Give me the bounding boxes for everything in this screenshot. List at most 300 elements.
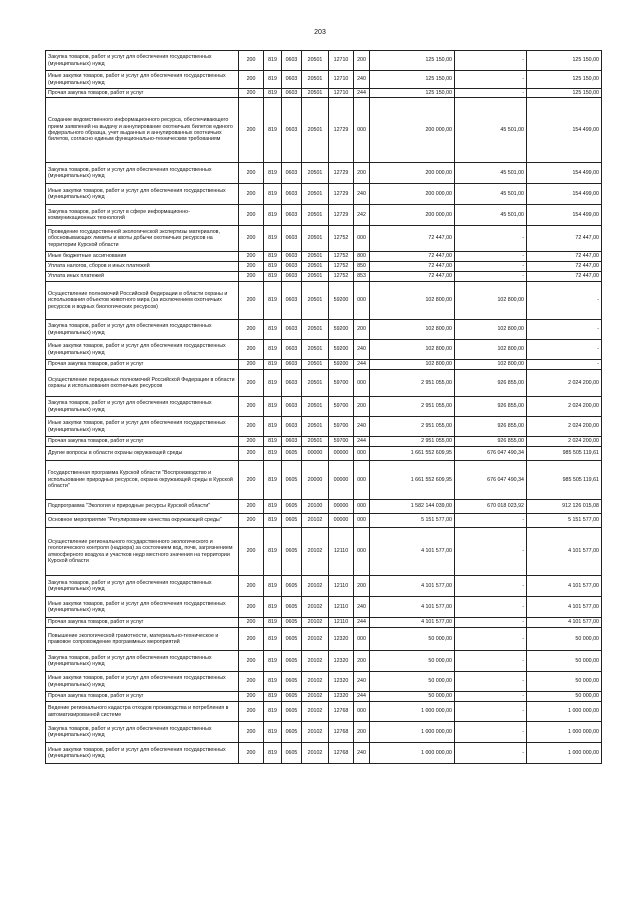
row-amount-remaining: 4 101 577,00 bbox=[527, 618, 602, 628]
row-grbs: 200 bbox=[239, 51, 264, 71]
row-amount-executed: - bbox=[455, 628, 527, 651]
row-amount-approved: 1 582 144 039,00 bbox=[370, 500, 455, 514]
row-grbs: 200 bbox=[239, 628, 264, 651]
row-ved: 819 bbox=[264, 672, 282, 692]
table-row bbox=[46, 282, 602, 320]
row-section: 0605 bbox=[282, 722, 302, 743]
table-row bbox=[46, 370, 602, 397]
row-amount-approved: 200 000,00 bbox=[370, 184, 455, 205]
row-direction: 59700 bbox=[329, 437, 354, 447]
table-row bbox=[46, 252, 602, 262]
row-amount-approved: 125 150,00 bbox=[370, 71, 455, 89]
row-program: 20501 bbox=[302, 226, 329, 252]
row-amount-remaining: 50 000,00 bbox=[527, 692, 602, 702]
row-grbs: 200 bbox=[239, 282, 264, 320]
row-name: Осуществление полномочий Российской Федерации в области охраны и использования объектов животного мира (за исключением охотничьих ресурсов и водных биологических ресурсов) bbox=[46, 282, 239, 320]
row-program: 20501 bbox=[302, 397, 329, 417]
row-name: Закупка товаров, работ и услуг для обеспечения государственных (муниципальных) нужд bbox=[46, 576, 239, 597]
table-row bbox=[46, 722, 602, 743]
row-amount-approved: 2 951 055,00 bbox=[370, 370, 455, 397]
table-row bbox=[46, 437, 602, 447]
row-section: 0603 bbox=[282, 437, 302, 447]
row-section: 0605 bbox=[282, 461, 302, 500]
row-amount-approved: 200 000,00 bbox=[370, 205, 455, 226]
row-amount-approved: 1 000 000,00 bbox=[370, 722, 455, 743]
row-ved: 819 bbox=[264, 252, 282, 262]
table-row bbox=[46, 702, 602, 722]
row-program: 20501 bbox=[302, 252, 329, 262]
row-program: 20501 bbox=[302, 360, 329, 370]
row-amount-approved: 50 000,00 bbox=[370, 692, 455, 702]
row-expense-type: 240 bbox=[354, 597, 370, 618]
table-row bbox=[46, 226, 602, 252]
row-amount-approved: 1 000 000,00 bbox=[370, 743, 455, 764]
row-section: 0603 bbox=[282, 226, 302, 252]
row-amount-approved: 50 000,00 bbox=[370, 651, 455, 672]
row-section: 0603 bbox=[282, 51, 302, 71]
row-amount-approved: 50 000,00 bbox=[370, 628, 455, 651]
row-section: 0605 bbox=[282, 672, 302, 692]
row-amount-executed: - bbox=[455, 597, 527, 618]
row-expense-type: 000 bbox=[354, 282, 370, 320]
row-section: 0603 bbox=[282, 89, 302, 98]
row-name: Иные закупки товаров, работ и услуг для обеспечения государственных (муниципальных) нужд bbox=[46, 340, 239, 360]
row-grbs: 200 bbox=[239, 397, 264, 417]
row-name: Уплата налогов, сборов и иных платежей bbox=[46, 262, 239, 272]
row-amount-executed: 676 047 490,34 bbox=[455, 461, 527, 500]
row-amount-approved: 4 101 577,00 bbox=[370, 597, 455, 618]
row-grbs: 200 bbox=[239, 272, 264, 282]
row-amount-executed: 102 800,00 bbox=[455, 320, 527, 340]
row-section: 0605 bbox=[282, 514, 302, 528]
row-name: Подпрограмма "Экология и природные ресурсы Курской области" bbox=[46, 500, 239, 514]
row-amount-executed: - bbox=[455, 576, 527, 597]
row-direction: 12768 bbox=[329, 722, 354, 743]
row-program: 20501 bbox=[302, 320, 329, 340]
row-amount-approved: 50 000,00 bbox=[370, 672, 455, 692]
row-name: Иные закупки товаров, работ и услуг для обеспечения государственных (муниципальных) нужд bbox=[46, 417, 239, 437]
row-ved: 819 bbox=[264, 320, 282, 340]
row-amount-remaining: 72 447,00 bbox=[527, 272, 602, 282]
row-section: 0605 bbox=[282, 528, 302, 576]
row-amount-remaining: 154 499,00 bbox=[527, 98, 602, 163]
row-name: Другие вопросы в области охраны окружающей среды bbox=[46, 447, 239, 461]
row-amount-approved: 200 000,00 bbox=[370, 98, 455, 163]
row-ved: 819 bbox=[264, 226, 282, 252]
row-section: 0603 bbox=[282, 98, 302, 163]
row-grbs: 200 bbox=[239, 528, 264, 576]
row-amount-remaining: 985 505 119,61 bbox=[527, 447, 602, 461]
row-amount-approved: 4 101 577,00 bbox=[370, 576, 455, 597]
row-expense-type: 200 bbox=[354, 163, 370, 184]
table-row bbox=[46, 576, 602, 597]
row-ved: 819 bbox=[264, 722, 282, 743]
row-section: 0605 bbox=[282, 500, 302, 514]
row-amount-approved: 125 150,00 bbox=[370, 89, 455, 98]
row-section: 0603 bbox=[282, 252, 302, 262]
row-expense-type: 000 bbox=[354, 370, 370, 397]
row-amount-remaining: 125 150,00 bbox=[527, 89, 602, 98]
row-amount-approved: 1 000 000,00 bbox=[370, 702, 455, 722]
row-section: 0603 bbox=[282, 397, 302, 417]
table-row bbox=[46, 205, 602, 226]
row-amount-executed: 45 501,00 bbox=[455, 98, 527, 163]
row-grbs: 200 bbox=[239, 320, 264, 340]
row-ved: 819 bbox=[264, 163, 282, 184]
row-amount-approved: 4 101 577,00 bbox=[370, 528, 455, 576]
row-grbs: 200 bbox=[239, 743, 264, 764]
row-program: 20501 bbox=[302, 51, 329, 71]
row-amount-executed: 670 018 023,92 bbox=[455, 500, 527, 514]
row-name: Осуществление регионального государственного экологического и геологического контроля (надзора) за состоянием вод, почв, загрязнением атмосферного воздуха и участков недр местного значения на территории Курской области bbox=[46, 528, 239, 576]
row-direction: 12768 bbox=[329, 743, 354, 764]
row-section: 0603 bbox=[282, 360, 302, 370]
row-amount-executed: - bbox=[455, 618, 527, 628]
row-ved: 819 bbox=[264, 184, 282, 205]
row-amount-remaining: 1 000 000,00 bbox=[527, 743, 602, 764]
row-expense-type: 244 bbox=[354, 692, 370, 702]
table-row bbox=[46, 262, 602, 272]
row-amount-remaining: 50 000,00 bbox=[527, 672, 602, 692]
row-amount-executed: 926 855,00 bbox=[455, 417, 527, 437]
row-section: 0605 bbox=[282, 576, 302, 597]
row-amount-remaining: 125 150,00 bbox=[527, 51, 602, 71]
row-name: Иные закупки товаров, работ и услуг для обеспечения государственных (муниципальных) нужд bbox=[46, 743, 239, 764]
row-ved: 819 bbox=[264, 51, 282, 71]
row-direction: 12729 bbox=[329, 205, 354, 226]
row-ved: 819 bbox=[264, 205, 282, 226]
row-ved: 819 bbox=[264, 461, 282, 500]
row-grbs: 200 bbox=[239, 651, 264, 672]
row-section: 0605 bbox=[282, 743, 302, 764]
row-grbs: 200 bbox=[239, 226, 264, 252]
row-direction: 12710 bbox=[329, 71, 354, 89]
row-expense-type: 244 bbox=[354, 360, 370, 370]
row-name: Иные закупки товаров, работ и услуг для обеспечения государственных (муниципальных) нужд bbox=[46, 672, 239, 692]
row-name: Закупка товаров, работ и услуг для обеспечения государственных (муниципальных) нужд bbox=[46, 651, 239, 672]
row-program: 20102 bbox=[302, 702, 329, 722]
row-direction: 12752 bbox=[329, 272, 354, 282]
row-name: Уплата иных платежей bbox=[46, 272, 239, 282]
row-amount-remaining: 154 499,00 bbox=[527, 205, 602, 226]
row-expense-type: 000 bbox=[354, 461, 370, 500]
row-grbs: 200 bbox=[239, 417, 264, 437]
row-program: 20501 bbox=[302, 98, 329, 163]
row-direction: 12710 bbox=[329, 89, 354, 98]
row-amount-executed: 102 800,00 bbox=[455, 340, 527, 360]
row-section: 0605 bbox=[282, 597, 302, 618]
table-row bbox=[46, 651, 602, 672]
row-name: Иные закупки товаров, работ и услуг для обеспечения государственных (муниципальных) нужд bbox=[46, 71, 239, 89]
row-expense-type: 000 bbox=[354, 447, 370, 461]
table-row bbox=[46, 500, 602, 514]
row-expense-type: 200 bbox=[354, 320, 370, 340]
row-expense-type: 200 bbox=[354, 576, 370, 597]
row-direction: 59700 bbox=[329, 370, 354, 397]
table-row bbox=[46, 340, 602, 360]
table-row bbox=[46, 98, 602, 163]
row-name: Создание ведомственного информационного ресурса, обеспечивающего прием заявлений на выдачу и аннулирование охотничьих билетов единого федерального образца, учет выданных и аннулированных охотничьих билетов, согласно единым функционально-техническим требованиям bbox=[46, 98, 239, 163]
row-section: 0603 bbox=[282, 71, 302, 89]
row-name: Государственная программа Курской области "Воспроизводство и использование природных ресурсов, охрана окружающей среды в Курской области" bbox=[46, 461, 239, 500]
row-amount-remaining: 4 101 577,00 bbox=[527, 576, 602, 597]
row-ved: 819 bbox=[264, 500, 282, 514]
table-row bbox=[46, 628, 602, 651]
row-expense-type: 240 bbox=[354, 672, 370, 692]
row-ved: 819 bbox=[264, 98, 282, 163]
row-ved: 819 bbox=[264, 282, 282, 320]
row-name: Проведение государственной экологической экспертизы материалов, обосновывающих лимиты и квоты добычи охотничьих ресурсов на территории Курской области bbox=[46, 226, 239, 252]
row-amount-remaining: - bbox=[527, 320, 602, 340]
row-amount-remaining: 1 000 000,00 bbox=[527, 722, 602, 743]
row-grbs: 200 bbox=[239, 514, 264, 528]
row-amount-executed: - bbox=[455, 528, 527, 576]
row-grbs: 200 bbox=[239, 184, 264, 205]
row-program: 20102 bbox=[302, 651, 329, 672]
row-amount-approved: 125 150,00 bbox=[370, 51, 455, 71]
row-program: 20102 bbox=[302, 514, 329, 528]
row-name: Закупка товаров, работ и услуг в сфере информационно-коммуникационных технологий bbox=[46, 205, 239, 226]
table-row bbox=[46, 672, 602, 692]
row-program: 20501 bbox=[302, 163, 329, 184]
row-direction: 59200 bbox=[329, 360, 354, 370]
row-amount-executed: - bbox=[455, 722, 527, 743]
row-program: 20102 bbox=[302, 576, 329, 597]
row-direction: 12110 bbox=[329, 576, 354, 597]
row-ved: 819 bbox=[264, 597, 282, 618]
row-expense-type: 000 bbox=[354, 500, 370, 514]
row-direction: 12110 bbox=[329, 618, 354, 628]
row-ved: 819 bbox=[264, 417, 282, 437]
row-name: Закупка товаров, работ и услуг для обеспечения государственных (муниципальных) нужд bbox=[46, 51, 239, 71]
table-row bbox=[46, 272, 602, 282]
row-expense-type: 244 bbox=[354, 618, 370, 628]
row-amount-remaining: 154 499,00 bbox=[527, 184, 602, 205]
row-amount-executed: 102 800,00 bbox=[455, 282, 527, 320]
row-direction: 12320 bbox=[329, 672, 354, 692]
row-grbs: 200 bbox=[239, 437, 264, 447]
row-program: 20102 bbox=[302, 618, 329, 628]
table-row bbox=[46, 692, 602, 702]
row-section: 0603 bbox=[282, 320, 302, 340]
row-amount-approved: 102 800,00 bbox=[370, 360, 455, 370]
row-expense-type: 800 bbox=[354, 252, 370, 262]
row-direction: 12110 bbox=[329, 597, 354, 618]
row-expense-type: 200 bbox=[354, 651, 370, 672]
row-amount-approved: 72 447,00 bbox=[370, 252, 455, 262]
row-amount-executed: - bbox=[455, 743, 527, 764]
row-program: 20501 bbox=[302, 370, 329, 397]
row-amount-executed: 676 047 490,34 bbox=[455, 447, 527, 461]
row-amount-remaining: 154 499,00 bbox=[527, 163, 602, 184]
row-direction: 00000 bbox=[329, 447, 354, 461]
row-amount-remaining: 72 447,00 bbox=[527, 226, 602, 252]
row-program: 20102 bbox=[302, 597, 329, 618]
row-amount-remaining: 4 101 577,00 bbox=[527, 597, 602, 618]
row-ved: 819 bbox=[264, 370, 282, 397]
row-amount-approved: 102 800,00 bbox=[370, 340, 455, 360]
row-section: 0605 bbox=[282, 628, 302, 651]
row-grbs: 200 bbox=[239, 597, 264, 618]
row-name: Закупка товаров, работ и услуг для обеспечения государственных (муниципальных) нужд bbox=[46, 320, 239, 340]
row-name: Закупка товаров, работ и услуг для обеспечения государственных (муниципальных) нужд bbox=[46, 722, 239, 743]
row-section: 0605 bbox=[282, 651, 302, 672]
row-direction: 12768 bbox=[329, 702, 354, 722]
row-grbs: 200 bbox=[239, 98, 264, 163]
row-name: Закупка товаров, работ и услуг для обеспечения государственных (муниципальных) нужд bbox=[46, 397, 239, 417]
row-amount-remaining: 2 024 200,00 bbox=[527, 437, 602, 447]
row-expense-type: 200 bbox=[354, 397, 370, 417]
row-amount-approved: 72 447,00 bbox=[370, 226, 455, 252]
table-row bbox=[46, 743, 602, 764]
row-amount-executed: 45 501,00 bbox=[455, 163, 527, 184]
row-ved: 819 bbox=[264, 743, 282, 764]
row-program: 20102 bbox=[302, 743, 329, 764]
row-direction: 12752 bbox=[329, 262, 354, 272]
row-name: Ведение регионального кадастра отходов производства и потребления в автоматизированной системе bbox=[46, 702, 239, 722]
row-section: 0605 bbox=[282, 447, 302, 461]
row-grbs: 200 bbox=[239, 340, 264, 360]
row-expense-type: 244 bbox=[354, 437, 370, 447]
row-program: 20501 bbox=[302, 437, 329, 447]
row-name: Повышение экологической грамотности, материально-техническое и правовое сопровождение программных мероприятий bbox=[46, 628, 239, 651]
row-grbs: 200 bbox=[239, 163, 264, 184]
row-amount-remaining: 912 126 015,08 bbox=[527, 500, 602, 514]
row-grbs: 200 bbox=[239, 576, 264, 597]
row-expense-type: 000 bbox=[354, 226, 370, 252]
row-section: 0603 bbox=[282, 163, 302, 184]
row-name: Прочая закупка товаров, работ и услуг bbox=[46, 692, 239, 702]
row-amount-approved: 102 800,00 bbox=[370, 320, 455, 340]
row-section: 0605 bbox=[282, 692, 302, 702]
row-grbs: 200 bbox=[239, 702, 264, 722]
row-name: Прочая закупка товаров, работ и услуг bbox=[46, 89, 239, 98]
row-name: Основное мероприятие "Регулирование качества окружающей среды" bbox=[46, 514, 239, 528]
row-name: Закупка товаров, работ и услуг для обеспечения государственных (муниципальных) нужд bbox=[46, 163, 239, 184]
row-expense-type: 244 bbox=[354, 89, 370, 98]
row-ved: 819 bbox=[264, 272, 282, 282]
row-amount-approved: 5 151 577,00 bbox=[370, 514, 455, 528]
row-amount-remaining: 1 000 000,00 bbox=[527, 702, 602, 722]
row-amount-executed: - bbox=[455, 672, 527, 692]
row-program: 20102 bbox=[302, 692, 329, 702]
row-grbs: 200 bbox=[239, 672, 264, 692]
row-direction: 12110 bbox=[329, 528, 354, 576]
row-ved: 819 bbox=[264, 692, 282, 702]
row-program: 20501 bbox=[302, 71, 329, 89]
row-name: Иные бюджетные ассигнования bbox=[46, 252, 239, 262]
row-amount-approved: 4 101 577,00 bbox=[370, 618, 455, 628]
row-amount-executed: 102 800,00 bbox=[455, 360, 527, 370]
page-number: 203 bbox=[314, 29, 326, 36]
row-amount-executed: - bbox=[455, 514, 527, 528]
row-direction: 00000 bbox=[329, 500, 354, 514]
row-direction: 12320 bbox=[329, 692, 354, 702]
row-program: 20501 bbox=[302, 184, 329, 205]
row-amount-approved: 1 661 552 609,95 bbox=[370, 447, 455, 461]
row-amount-remaining: 985 505 119,61 bbox=[527, 461, 602, 500]
row-grbs: 200 bbox=[239, 618, 264, 628]
row-amount-executed: - bbox=[455, 702, 527, 722]
row-amount-remaining: 2 024 200,00 bbox=[527, 370, 602, 397]
row-program: 20102 bbox=[302, 628, 329, 651]
row-ved: 819 bbox=[264, 514, 282, 528]
row-amount-remaining: 72 447,00 bbox=[527, 262, 602, 272]
row-ved: 819 bbox=[264, 528, 282, 576]
row-direction: 59200 bbox=[329, 340, 354, 360]
row-direction: 12729 bbox=[329, 184, 354, 205]
row-expense-type: 240 bbox=[354, 417, 370, 437]
row-expense-type: 240 bbox=[354, 71, 370, 89]
table-row bbox=[46, 184, 602, 205]
row-amount-approved: 72 447,00 bbox=[370, 272, 455, 282]
table-row bbox=[46, 397, 602, 417]
row-grbs: 200 bbox=[239, 71, 264, 89]
row-grbs: 200 bbox=[239, 262, 264, 272]
table-row bbox=[46, 417, 602, 437]
row-program: 20102 bbox=[302, 672, 329, 692]
row-amount-remaining: 2 024 200,00 bbox=[527, 397, 602, 417]
row-section: 0605 bbox=[282, 618, 302, 628]
row-section: 0603 bbox=[282, 370, 302, 397]
row-section: 0603 bbox=[282, 184, 302, 205]
row-expense-type: 242 bbox=[354, 205, 370, 226]
row-program: 20501 bbox=[302, 205, 329, 226]
row-program: 20501 bbox=[302, 282, 329, 320]
row-amount-approved: 2 951 055,00 bbox=[370, 397, 455, 417]
row-name: Прочая закупка товаров, работ и услуг bbox=[46, 360, 239, 370]
table-row bbox=[46, 89, 602, 98]
row-program: 20501 bbox=[302, 262, 329, 272]
row-expense-type: 000 bbox=[354, 514, 370, 528]
row-amount-approved: 200 000,00 bbox=[370, 163, 455, 184]
row-grbs: 200 bbox=[239, 89, 264, 98]
row-program: 20100 bbox=[302, 500, 329, 514]
row-amount-approved: 72 447,00 bbox=[370, 262, 455, 272]
row-expense-type: 000 bbox=[354, 528, 370, 576]
row-amount-remaining: 5 151 577,00 bbox=[527, 514, 602, 528]
row-amount-executed: - bbox=[455, 89, 527, 98]
row-amount-executed: 926 855,00 bbox=[455, 397, 527, 417]
table-row bbox=[46, 461, 602, 500]
row-expense-type: 240 bbox=[354, 184, 370, 205]
row-amount-remaining: 72 447,00 bbox=[527, 252, 602, 262]
budget-table bbox=[45, 50, 602, 764]
row-ved: 819 bbox=[264, 397, 282, 417]
row-expense-type: 240 bbox=[354, 743, 370, 764]
table-row bbox=[46, 320, 602, 340]
row-program: 00000 bbox=[302, 447, 329, 461]
row-ved: 819 bbox=[264, 702, 282, 722]
row-amount-remaining: - bbox=[527, 282, 602, 320]
row-expense-type: 200 bbox=[354, 51, 370, 71]
table-row bbox=[46, 163, 602, 184]
row-amount-executed: - bbox=[455, 71, 527, 89]
row-amount-approved: 102 800,00 bbox=[370, 282, 455, 320]
row-amount-remaining: 125 150,00 bbox=[527, 71, 602, 89]
row-ved: 819 bbox=[264, 262, 282, 272]
table-body bbox=[46, 51, 602, 764]
row-ved: 819 bbox=[264, 447, 282, 461]
row-ved: 819 bbox=[264, 340, 282, 360]
row-program: 20501 bbox=[302, 417, 329, 437]
row-grbs: 200 bbox=[239, 370, 264, 397]
row-name: Прочая закупка товаров, работ и услуг bbox=[46, 437, 239, 447]
table-row bbox=[46, 597, 602, 618]
table-row bbox=[46, 71, 602, 89]
row-amount-executed: - bbox=[455, 226, 527, 252]
row-expense-type: 240 bbox=[354, 340, 370, 360]
